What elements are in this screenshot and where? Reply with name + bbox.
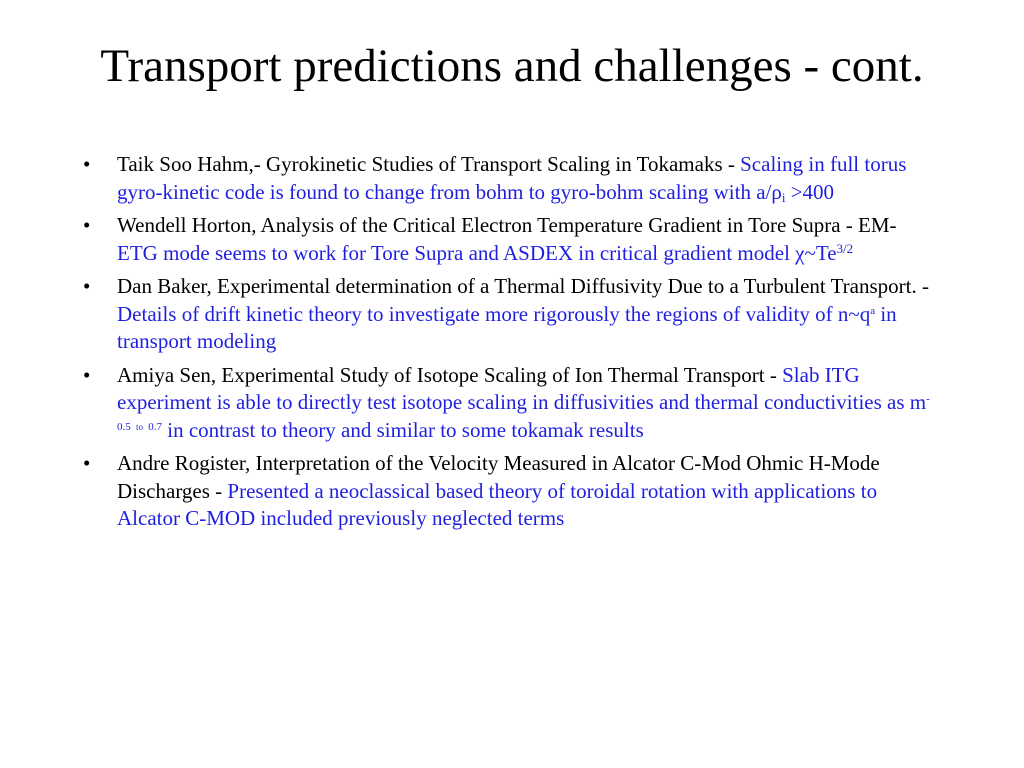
q-exponent: a [870, 304, 876, 317]
m-exponent-to: to [136, 421, 144, 432]
bullet-item-hahm [80, 151, 940, 206]
bullet-list [80, 151, 940, 539]
bullet-dot: • [83, 274, 91, 298]
bullet-item-sen [80, 362, 940, 445]
bullet-dot: • [83, 213, 91, 237]
bullet-highlight-text: Details of drift kinetic theory to investigate more rigorously the regions of validity of n~q [117, 301, 871, 326]
bullet-highlight-text: Scaling in full torus gyro-kinetic code is found to change from bohm to gyro-bohm scaling with a/ρ [117, 152, 907, 204]
bullet-author-text: Amiya Sen, Experimental Study of Isotope Scaling of Ion Thermal Transport - [117, 362, 777, 387]
bullet-item-baker [80, 273, 940, 356]
bullet-author-text: Wendell Horton, Analysis of the Critical Electron Temperature Gradient in Tore Supra - EM- [117, 213, 897, 237]
m-exponent-high: 0.7 [148, 420, 163, 433]
bullet-item-rogister [80, 450, 940, 533]
bullet-highlight-text: Slab ITG experiment is able to directly test isotope scaling in diffusivities and thermal conductivities as m [117, 362, 927, 414]
te-exponent: 3/2 [836, 240, 854, 256]
bullet-author-text: Dan Baker, Experimental determination of a Thermal Diffusivity Due to a Turbulent Transport. - [117, 274, 929, 298]
bullet-item-horton [80, 212, 940, 267]
m-exponent-low: -0.5 [117, 393, 930, 433]
bullet-highlight-text: ETG mode seems to work for Tore Supra and ASDEX in critical gradient model χ~Te [117, 240, 837, 265]
bullet-author-text: Taik Soo Hahm,- Gyrokinetic Studies of Transport Scaling in Tokamaks - [117, 152, 735, 176]
bullet-highlight-text: Presented a neoclassical based theory of toroidal rotation with applications to Alcator C-MOD included previously neglected terms [117, 478, 878, 530]
bullet-highlight-tail: in transport modeling [117, 301, 897, 353]
bullet-author-text: Andre Rogister, Interpretation of the Velocity Measured in Alcator C-Mod Ohmic H-Mode Discharges - [117, 451, 880, 503]
bullet-highlight-tail: in contrast to theory and similar to some tokamak results [167, 417, 644, 442]
bullet-highlight-tail: >400 [790, 179, 835, 204]
slide-title: Transport predictions and challenges - cont. [100, 40, 924, 92]
bullet-dot: • [83, 362, 91, 387]
bullet-dot: • [83, 152, 91, 176]
bullet-dot: • [83, 451, 91, 475]
rho-subscript: i [781, 189, 786, 205]
